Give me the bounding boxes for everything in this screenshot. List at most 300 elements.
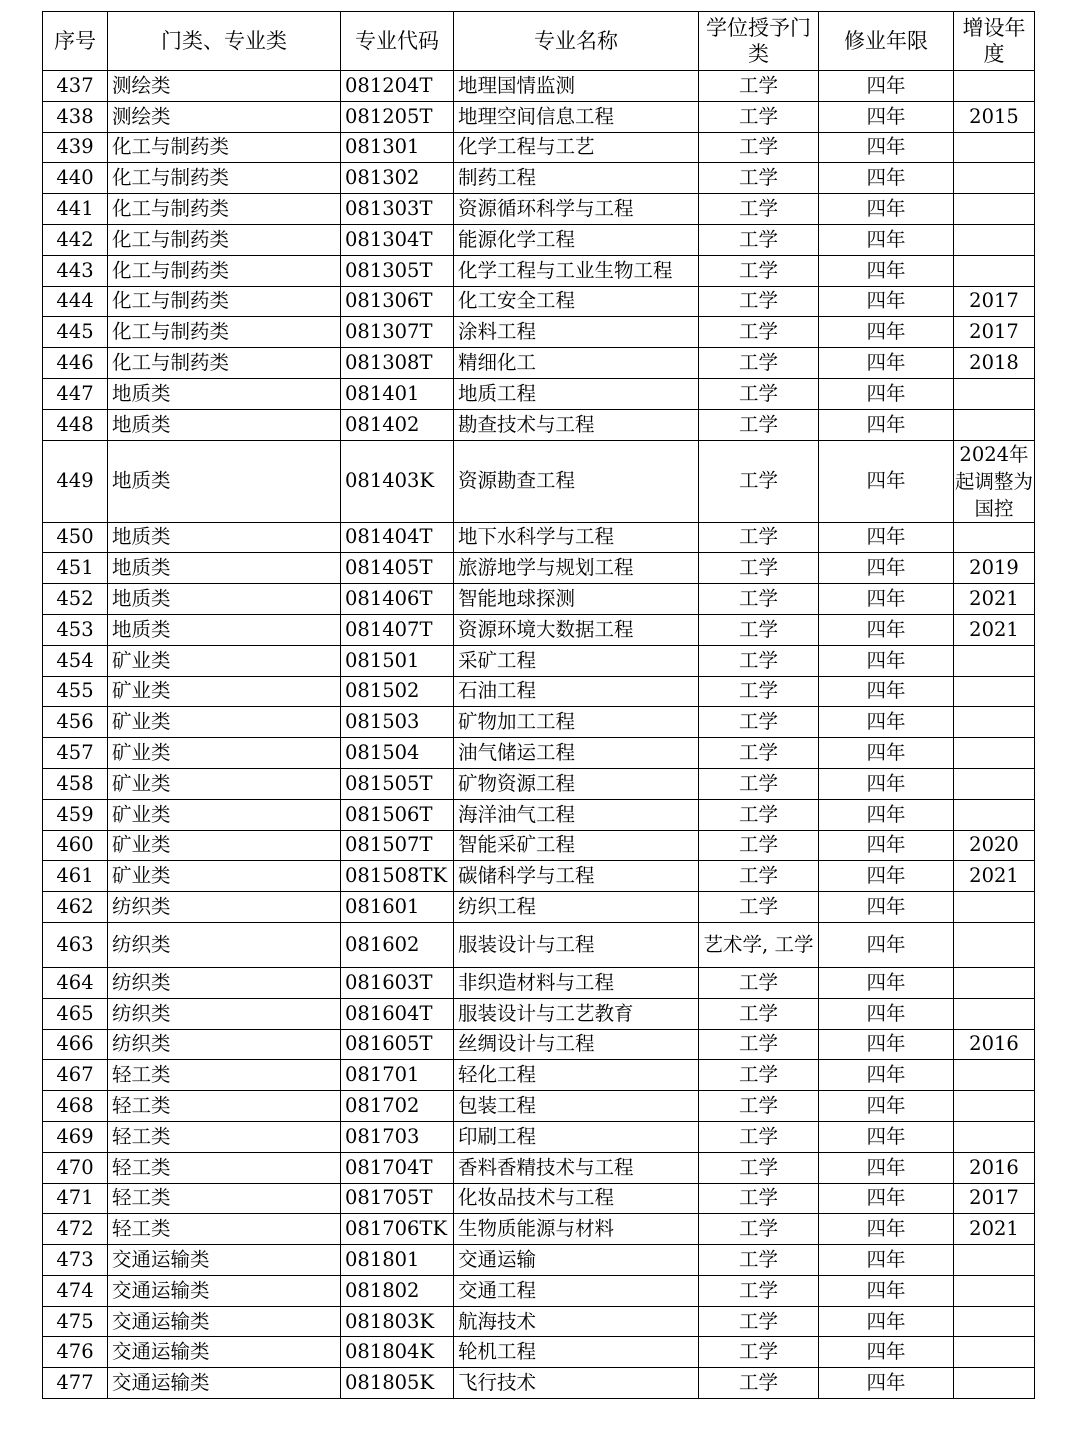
cell-no: 451 <box>43 553 108 584</box>
cell-category: 矿业类 <box>108 799 341 830</box>
cell-degree: 艺术学, 工学 <box>699 922 819 967</box>
cell-no: 440 <box>43 163 108 194</box>
cell-category: 矿业类 <box>108 768 341 799</box>
table-row <box>43 71 1035 102</box>
cell-added <box>954 1060 1035 1091</box>
cell-years: 四年 <box>819 738 954 769</box>
cell-no: 441 <box>43 194 108 225</box>
cell-code: 081505T <box>341 768 454 799</box>
cell-name: 香料香精技术与工程 <box>454 1152 699 1183</box>
cell-no: 464 <box>43 967 108 998</box>
majors-table <box>42 11 1035 1399</box>
cell-category: 测绘类 <box>108 71 341 102</box>
cell-code: 081704T <box>341 1152 454 1183</box>
cell-code: 081404T <box>341 522 454 553</box>
cell-degree: 工学 <box>699 830 819 861</box>
table-row <box>43 1368 1035 1399</box>
cell-code: 081803K <box>341 1306 454 1337</box>
cell-no: 445 <box>43 317 108 348</box>
cell-name: 地下水科学与工程 <box>454 522 699 553</box>
cell-years: 四年 <box>819 71 954 102</box>
cell-no: 468 <box>43 1091 108 1122</box>
table-row <box>43 1060 1035 1091</box>
cell-name: 矿物资源工程 <box>454 768 699 799</box>
cell-code: 081601 <box>341 892 454 923</box>
cell-added: 2018 <box>954 348 1035 379</box>
cell-name: 交通运输 <box>454 1245 699 1276</box>
cell-years: 四年 <box>819 1060 954 1091</box>
cell-no: 460 <box>43 830 108 861</box>
cell-years: 四年 <box>819 645 954 676</box>
cell-degree: 工学 <box>699 101 819 132</box>
cell-code: 081603T <box>341 967 454 998</box>
cell-name: 印刷工程 <box>454 1121 699 1152</box>
header-no: 序号 <box>43 12 108 71</box>
cell-years: 四年 <box>819 440 954 522</box>
table-row <box>43 409 1035 440</box>
cell-years: 四年 <box>819 1029 954 1060</box>
table-row <box>43 1029 1035 1060</box>
cell-years: 四年 <box>819 1121 954 1152</box>
cell-degree: 工学 <box>699 1275 819 1306</box>
cell-added <box>954 892 1035 923</box>
cell-added <box>954 768 1035 799</box>
cell-code: 081204T <box>341 71 454 102</box>
cell-no: 461 <box>43 861 108 892</box>
cell-name: 轻化工程 <box>454 1060 699 1091</box>
cell-category: 矿业类 <box>108 645 341 676</box>
cell-years: 四年 <box>819 861 954 892</box>
cell-no: 476 <box>43 1337 108 1368</box>
cell-name: 能源化学工程 <box>454 224 699 255</box>
table-row <box>43 645 1035 676</box>
cell-no: 448 <box>43 409 108 440</box>
cell-degree: 工学 <box>699 286 819 317</box>
header-code: 专业代码 <box>341 12 454 71</box>
header-name: 专业名称 <box>454 12 699 71</box>
cell-added: 2016 <box>954 1152 1035 1183</box>
table-row <box>43 1275 1035 1306</box>
cell-category: 地质类 <box>108 553 341 584</box>
cell-degree: 工学 <box>699 998 819 1029</box>
cell-degree: 工学 <box>699 1368 819 1399</box>
cell-no: 458 <box>43 768 108 799</box>
table-row <box>43 1121 1035 1152</box>
table-row <box>43 440 1035 522</box>
cell-no: 447 <box>43 378 108 409</box>
cell-category: 轻工类 <box>108 1183 341 1214</box>
cell-no: 443 <box>43 255 108 286</box>
cell-no: 453 <box>43 614 108 645</box>
table-row <box>43 1091 1035 1122</box>
header-years: 修业年限 <box>819 12 954 71</box>
cell-years: 四年 <box>819 967 954 998</box>
cell-code: 081701 <box>341 1060 454 1091</box>
cell-degree: 工学 <box>699 163 819 194</box>
cell-added <box>954 707 1035 738</box>
cell-no: 452 <box>43 584 108 615</box>
cell-name: 采矿工程 <box>454 645 699 676</box>
cell-name: 化工安全工程 <box>454 286 699 317</box>
cell-no: 449 <box>43 440 108 522</box>
cell-name: 非织造材料与工程 <box>454 967 699 998</box>
cell-code: 081407T <box>341 614 454 645</box>
cell-years: 四年 <box>819 1306 954 1337</box>
cell-no: 477 <box>43 1368 108 1399</box>
cell-code: 081307T <box>341 317 454 348</box>
cell-years: 四年 <box>819 163 954 194</box>
cell-code: 081302 <box>341 163 454 194</box>
cell-added <box>954 799 1035 830</box>
cell-code: 081301 <box>341 132 454 163</box>
cell-no: 463 <box>43 922 108 967</box>
cell-added <box>954 645 1035 676</box>
header-degree: 学位授予门类 <box>699 12 819 71</box>
cell-code: 081504 <box>341 738 454 769</box>
cell-years: 四年 <box>819 409 954 440</box>
cell-years: 四年 <box>819 317 954 348</box>
cell-name: 交通工程 <box>454 1275 699 1306</box>
table-row <box>43 892 1035 923</box>
cell-no: 474 <box>43 1275 108 1306</box>
cell-years: 四年 <box>819 224 954 255</box>
cell-code: 081401 <box>341 378 454 409</box>
table-row <box>43 922 1035 967</box>
cell-added <box>954 922 1035 967</box>
table-row <box>43 768 1035 799</box>
cell-added: 2021 <box>954 584 1035 615</box>
table-row <box>43 1306 1035 1337</box>
table-row <box>43 830 1035 861</box>
table-row <box>43 1245 1035 1276</box>
cell-name: 海洋油气工程 <box>454 799 699 830</box>
cell-code: 081405T <box>341 553 454 584</box>
cell-name: 地理国情监测 <box>454 71 699 102</box>
cell-name: 丝绸设计与工程 <box>454 1029 699 1060</box>
cell-name: 旅游地学与规划工程 <box>454 553 699 584</box>
cell-name: 智能地球探测 <box>454 584 699 615</box>
table-row <box>43 255 1035 286</box>
cell-code: 081605T <box>341 1029 454 1060</box>
cell-name: 勘查技术与工程 <box>454 409 699 440</box>
cell-added <box>954 998 1035 1029</box>
cell-years: 四年 <box>819 1214 954 1245</box>
cell-category: 化工与制药类 <box>108 163 341 194</box>
cell-code: 081508TK <box>341 861 454 892</box>
cell-added <box>954 1337 1035 1368</box>
cell-no: 438 <box>43 101 108 132</box>
cell-no: 471 <box>43 1183 108 1214</box>
cell-code: 081402 <box>341 409 454 440</box>
cell-years: 四年 <box>819 348 954 379</box>
cell-name: 包装工程 <box>454 1091 699 1122</box>
cell-no: 475 <box>43 1306 108 1337</box>
cell-no: 459 <box>43 799 108 830</box>
cell-category: 纺织类 <box>108 922 341 967</box>
cell-years: 四年 <box>819 378 954 409</box>
table-row <box>43 378 1035 409</box>
cell-added <box>954 163 1035 194</box>
cell-code: 081801 <box>341 1245 454 1276</box>
cell-code: 081706TK <box>341 1214 454 1245</box>
cell-added <box>954 1091 1035 1122</box>
cell-added: 2017 <box>954 1183 1035 1214</box>
cell-category: 化工与制药类 <box>108 255 341 286</box>
cell-degree: 工学 <box>699 440 819 522</box>
cell-no: 469 <box>43 1121 108 1152</box>
cell-years: 四年 <box>819 194 954 225</box>
cell-category: 交通运输类 <box>108 1337 341 1368</box>
header-category: 门类、专业类 <box>108 12 341 71</box>
cell-years: 四年 <box>819 132 954 163</box>
cell-category: 地质类 <box>108 378 341 409</box>
cell-name: 资源勘查工程 <box>454 440 699 522</box>
cell-no: 466 <box>43 1029 108 1060</box>
cell-degree: 工学 <box>699 738 819 769</box>
cell-category: 矿业类 <box>108 738 341 769</box>
cell-category: 地质类 <box>108 440 341 522</box>
cell-category: 纺织类 <box>108 998 341 1029</box>
cell-years: 四年 <box>819 892 954 923</box>
cell-added: 2017 <box>954 317 1035 348</box>
cell-category: 轻工类 <box>108 1060 341 1091</box>
cell-code: 081304T <box>341 224 454 255</box>
cell-category: 轻工类 <box>108 1152 341 1183</box>
cell-added <box>954 967 1035 998</box>
cell-degree: 工学 <box>699 1214 819 1245</box>
cell-name: 智能采矿工程 <box>454 830 699 861</box>
cell-degree: 工学 <box>699 1337 819 1368</box>
cell-years: 四年 <box>819 1152 954 1183</box>
cell-degree: 工学 <box>699 707 819 738</box>
table-row <box>43 738 1035 769</box>
cell-name: 服装设计与工艺教育 <box>454 998 699 1029</box>
cell-added <box>954 676 1035 707</box>
cell-no: 472 <box>43 1214 108 1245</box>
cell-code: 081705T <box>341 1183 454 1214</box>
cell-added <box>954 378 1035 409</box>
cell-no: 457 <box>43 738 108 769</box>
cell-degree: 工学 <box>699 967 819 998</box>
cell-no: 437 <box>43 71 108 102</box>
table-row <box>43 317 1035 348</box>
cell-category: 化工与制药类 <box>108 348 341 379</box>
table-row <box>43 1337 1035 1368</box>
cell-degree: 工学 <box>699 1306 819 1337</box>
cell-code: 081205T <box>341 101 454 132</box>
cell-degree: 工学 <box>699 255 819 286</box>
cell-added: 2016 <box>954 1029 1035 1060</box>
cell-code: 081507T <box>341 830 454 861</box>
cell-category: 化工与制药类 <box>108 194 341 225</box>
cell-category: 测绘类 <box>108 101 341 132</box>
cell-category: 轻工类 <box>108 1091 341 1122</box>
cell-years: 四年 <box>819 286 954 317</box>
cell-no: 465 <box>43 998 108 1029</box>
cell-category: 地质类 <box>108 522 341 553</box>
cell-degree: 工学 <box>699 1245 819 1276</box>
table-row <box>43 101 1035 132</box>
cell-code: 081503 <box>341 707 454 738</box>
cell-added: 2015 <box>954 101 1035 132</box>
table-row <box>43 224 1035 255</box>
cell-category: 轻工类 <box>108 1214 341 1245</box>
cell-degree: 工学 <box>699 584 819 615</box>
cell-added <box>954 1121 1035 1152</box>
cell-years: 四年 <box>819 922 954 967</box>
cell-category: 纺织类 <box>108 1029 341 1060</box>
table-row <box>43 348 1035 379</box>
cell-years: 四年 <box>819 1245 954 1276</box>
cell-degree: 工学 <box>699 892 819 923</box>
header-row <box>43 12 1035 71</box>
cell-years: 四年 <box>819 1337 954 1368</box>
cell-degree: 工学 <box>699 553 819 584</box>
cell-name: 地质工程 <box>454 378 699 409</box>
cell-category: 交通运输类 <box>108 1245 341 1276</box>
cell-years: 四年 <box>819 255 954 286</box>
cell-name: 碳储科学与工程 <box>454 861 699 892</box>
cell-degree: 工学 <box>699 645 819 676</box>
cell-code: 081406T <box>341 584 454 615</box>
cell-code: 081703 <box>341 1121 454 1152</box>
cell-no: 454 <box>43 645 108 676</box>
table-row <box>43 163 1035 194</box>
cell-years: 四年 <box>819 1183 954 1214</box>
table-row <box>43 522 1035 553</box>
cell-name: 航海技术 <box>454 1306 699 1337</box>
cell-degree: 工学 <box>699 1091 819 1122</box>
cell-name: 资源环境大数据工程 <box>454 614 699 645</box>
cell-category: 矿业类 <box>108 707 341 738</box>
cell-code: 081502 <box>341 676 454 707</box>
cell-added <box>954 224 1035 255</box>
cell-no: 462 <box>43 892 108 923</box>
cell-category: 化工与制药类 <box>108 132 341 163</box>
table-row <box>43 584 1035 615</box>
table-row <box>43 132 1035 163</box>
cell-years: 四年 <box>819 799 954 830</box>
cell-name: 油气储运工程 <box>454 738 699 769</box>
cell-added: 2021 <box>954 614 1035 645</box>
cell-no: 470 <box>43 1152 108 1183</box>
cell-degree: 工学 <box>699 132 819 163</box>
cell-no: 439 <box>43 132 108 163</box>
cell-no: 467 <box>43 1060 108 1091</box>
cell-years: 四年 <box>819 707 954 738</box>
cell-added: 2019 <box>954 553 1035 584</box>
cell-years: 四年 <box>819 998 954 1029</box>
cell-degree: 工学 <box>699 224 819 255</box>
cell-degree: 工学 <box>699 861 819 892</box>
cell-years: 四年 <box>819 614 954 645</box>
table-row <box>43 998 1035 1029</box>
table-body <box>43 71 1035 1399</box>
table-row <box>43 194 1035 225</box>
table-row <box>43 614 1035 645</box>
cell-code: 081305T <box>341 255 454 286</box>
table-row <box>43 1214 1035 1245</box>
cell-added <box>954 522 1035 553</box>
cell-no: 446 <box>43 348 108 379</box>
cell-code: 081403K <box>341 440 454 522</box>
cell-no: 455 <box>43 676 108 707</box>
cell-added: 2021 <box>954 861 1035 892</box>
cell-added <box>954 132 1035 163</box>
cell-added <box>954 738 1035 769</box>
cell-category: 纺织类 <box>108 967 341 998</box>
cell-years: 四年 <box>819 522 954 553</box>
cell-degree: 工学 <box>699 348 819 379</box>
cell-code: 081702 <box>341 1091 454 1122</box>
cell-category: 化工与制药类 <box>108 286 341 317</box>
cell-name: 矿物加工工程 <box>454 707 699 738</box>
cell-name: 服装设计与工程 <box>454 922 699 967</box>
cell-code: 081805K <box>341 1368 454 1399</box>
cell-name: 资源循环科学与工程 <box>454 194 699 225</box>
cell-degree: 工学 <box>699 799 819 830</box>
cell-category: 化工与制药类 <box>108 317 341 348</box>
cell-category: 纺织类 <box>108 892 341 923</box>
cell-code: 081604T <box>341 998 454 1029</box>
cell-years: 四年 <box>819 676 954 707</box>
cell-years: 四年 <box>819 1368 954 1399</box>
table-row <box>43 286 1035 317</box>
cell-years: 四年 <box>819 1275 954 1306</box>
cell-added: 2020 <box>954 830 1035 861</box>
cell-no: 442 <box>43 224 108 255</box>
cell-category: 矿业类 <box>108 861 341 892</box>
cell-added <box>954 1306 1035 1337</box>
table-row <box>43 1152 1035 1183</box>
table-row <box>43 553 1035 584</box>
cell-degree: 工学 <box>699 768 819 799</box>
cell-code: 081802 <box>341 1275 454 1306</box>
cell-degree: 工学 <box>699 1060 819 1091</box>
cell-code: 081804K <box>341 1337 454 1368</box>
cell-category: 轻工类 <box>108 1121 341 1152</box>
cell-no: 444 <box>43 286 108 317</box>
table-row <box>43 1183 1035 1214</box>
cell-added <box>954 255 1035 286</box>
cell-name: 精细化工 <box>454 348 699 379</box>
cell-code: 081308T <box>341 348 454 379</box>
cell-category: 化工与制药类 <box>108 224 341 255</box>
cell-years: 四年 <box>819 553 954 584</box>
cell-degree: 工学 <box>699 1152 819 1183</box>
cell-code: 081306T <box>341 286 454 317</box>
cell-name: 纺织工程 <box>454 892 699 923</box>
cell-code: 081602 <box>341 922 454 967</box>
cell-name: 制药工程 <box>454 163 699 194</box>
cell-years: 四年 <box>819 830 954 861</box>
cell-years: 四年 <box>819 768 954 799</box>
cell-name: 生物质能源与材料 <box>454 1214 699 1245</box>
cell-name: 石油工程 <box>454 676 699 707</box>
cell-degree: 工学 <box>699 71 819 102</box>
cell-name: 化学工程与工业生物工程 <box>454 255 699 286</box>
table-row <box>43 861 1035 892</box>
cell-name: 涂料工程 <box>454 317 699 348</box>
cell-added: 2021 <box>954 1214 1035 1245</box>
cell-category: 交通运输类 <box>108 1306 341 1337</box>
cell-code: 081303T <box>341 194 454 225</box>
cell-years: 四年 <box>819 1091 954 1122</box>
cell-added: 2017 <box>954 286 1035 317</box>
cell-added: 2024年起调整为国控 <box>954 440 1035 522</box>
cell-added <box>954 409 1035 440</box>
cell-no: 450 <box>43 522 108 553</box>
